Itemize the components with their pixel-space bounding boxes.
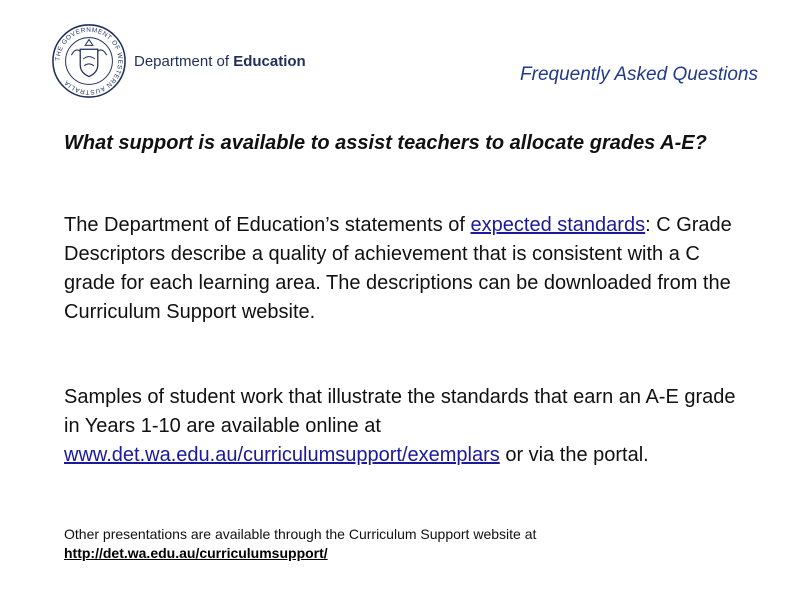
department-name: Department of Education bbox=[134, 52, 306, 70]
answer-paragraph-2: Samples of student work that illustrate the standards that earn an A-E grade in Years 1-10 are available online at www.det.wa.edu.au/curriculumsupport/exemplars or via the portal. bbox=[64, 386, 736, 466]
footer-note bbox=[64, 525, 744, 563]
answer-paragraph-1: The Department of Education’s statements of expected standards: C Grade Descriptors describe a quality of achievement that is consistent with a C grade for each learning area. The descriptions can be downloaded from the Curriculum Support website. bbox=[64, 214, 732, 323]
svg-text:THE GOVERNMENT OF WESTERN AUST: THE GOVERNMENT OF WESTERN AUSTRALIA bbox=[54, 26, 124, 96]
exemplars-link[interactable]: www.det.wa.edu.au/curriculumsupport/exemplars bbox=[64, 444, 500, 466]
department-logo bbox=[50, 26, 320, 96]
footer-note-text: Other presentations are available through the Curriculum Support website at bbox=[64, 526, 537, 542]
expected-standards-link[interactable]: expected standards bbox=[470, 214, 646, 236]
curriculum-support-link[interactable]: http://det.wa.edu.au/curriculumsupport/ bbox=[64, 545, 328, 561]
faq-question: What support is available to assist teachers to allocate grades A-E? bbox=[64, 132, 707, 154]
slide-title: Frequently Asked Questions bbox=[520, 64, 758, 85]
wa-government-crest-icon bbox=[50, 22, 128, 100]
